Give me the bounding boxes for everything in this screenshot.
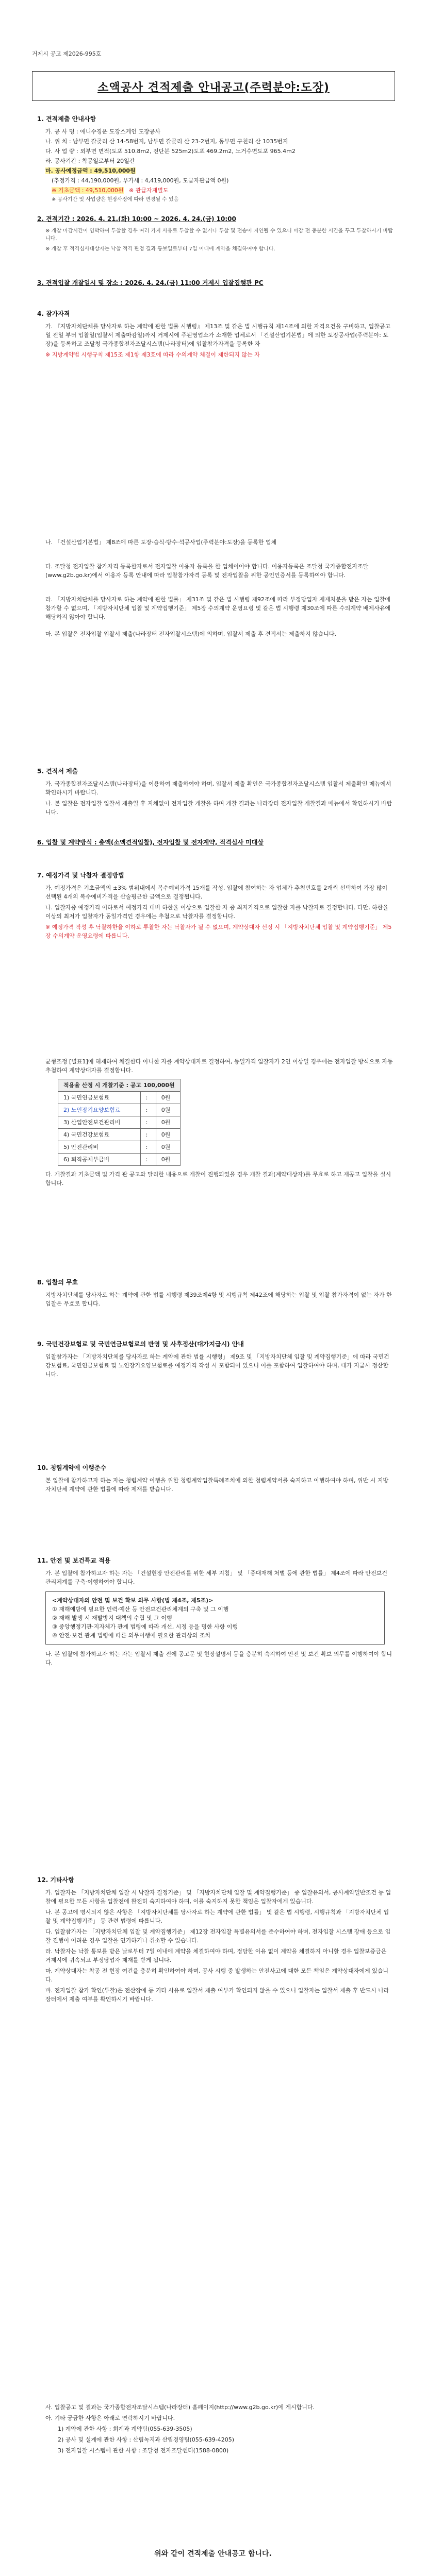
table-cell: : [140,1092,156,1104]
s2-note-1: ※ 개찰 마감시간이 임박하여 투찰할 경우 여러 가지 사유로 투찰할 수 없거나 투찰 및 전송이 지연될 수 있으니 마감 전 충분한 시간을 두고 투찰하시기 바랍니다. [45,228,393,242]
contact-item: 3) 전자입찰 시스템에 관한 사항 : 조달청 전자조달센터(1588-0800) [58,2447,229,2454]
section-1 [37,114,393,205]
s4-para-1b: ※ 지방계약법 시행규칙 제15조 제1항 제3호에 따라 수의계약 체결이 제한되지 않는 자 [45,351,260,358]
table-cell: 3) 산업안전보건관리비 [58,1116,141,1129]
title-box [32,71,395,101]
table-cell: 5) 안전관리비 [58,1141,141,1154]
table-row [58,1104,181,1116]
obligation-item: ① 재해예방에 필요한 인력·예산 등 안전보건관리체계의 구축 및 그 이행 [52,1605,229,1613]
table-cell: 0원 [156,1141,180,1154]
s12-para-5: 마. 계약상대자는 착공 전 현장 여건을 충분히 확인하여야 하며, 공사 시행 중 발생하는 안전사고에 대한 모든 책임은 계약상대자에게 있습니다. [45,1967,388,1984]
table-cell: : [140,1154,156,1166]
s4-para-4: 라. 「지방자치단체를 당사자로 하는 계약에 관한 법률」 제31조 및 같은 법 시행령 제92조에 따라 부정당업자 제재처분을 받은 자는 입찰에 참가할 수 없으며, 「지방자치단체 입찰 및 계약집행기준」 제5장 수의계약 운영요령 및 같은 법 시행령 제30조에 따른 수의계약 배제사유에 해당하지 않아야 합니다. [45,596,391,621]
section-4-heading: 4. 참가자격 [37,310,70,317]
section-3-heading: 3. 견적입찰 개찰일시 및 장소 : 2026. 4. 24.(금) 11:00 거제시 입찰집행관 PC [37,279,264,286]
table-cell: 0원 [156,1129,180,1141]
table-row [58,1116,181,1129]
obligation-item: ② 재해 발생 시 재발방지 대책의 수립 및 그 이행 [52,1614,172,1621]
s10-para-1: 본 입찰에 참가하고자 하는 자는 청렴계약 이행을 위한 청렴계약입찰특례조치에 의한 청렴계약서를 숙지하고 이행하여야 하며, 위반 시 지방자치단체 계약에 관한 법률에 따라 제재를 받습니다. [45,1477,389,1493]
table-cell: 1) 국민연금보험료 [58,1092,141,1104]
section-4 [37,309,393,361]
table-cell: 0원 [156,1116,180,1129]
contact-item: 1) 계약에 관한 사항 : 회계과 계약팀(055-639-3505) [58,2426,192,2433]
section-12 [37,1875,393,2006]
s1-row-budget: 마. 공사예정금액 : 49,510,000원 [45,167,136,174]
section-1-heading: 1. 견적제출 안내사항 [37,115,96,123]
obligation-box-title: <계약상대자의 안전 및 보건 확보 의무 사항(법 제4조, 제5조)> [52,1597,214,1604]
table-row [58,1092,181,1104]
table-cell: : [140,1129,156,1141]
section-6 [37,838,393,851]
s12-para-1: 가. 입찰자는 「지방자치단체 입찰 시 낙찰자 결정기준」 및 「지방자치단체 입찰 및 계약집행기준」 중 입찰유의서, 공사계약일반조건 등 입찰에 필요한 모든 사항을 입찰전에 완전히 숙지하여야 하며, 이를 숙지하지 못한 책임은 입찰자에게 있습니다. [45,1889,391,1905]
closing-statement: 위와 같이 견적제출 안내공고 합니다. [154,2550,272,2558]
s7-para-4: 균형조정 [별표1]에 해제하여 체결한다 아니한 자를 계약상대자로 결정하여, 동일가격 입찰자가 2인 이상일 경우에는 전자입찰 방식으로 자동추첨하여 계약상대자를 결정합니다. [45,1058,393,1074]
s7-para-5: 다. 개찰결과 기초금액 및 가격 관 공고와 달리한 내용으로 개찰이 진행되었을 경우 개찰 결과(계약대상자)를 무효로 하고 재공고 입찰을 실시합니다. [45,1171,391,1187]
section-4-b [37,536,393,640]
obligation-item: ④ 안전·보건 관계 법령에 따른 의무이행에 필요한 관리상의 조치 [52,1632,210,1639]
s4-para-5: 마. 본 입찰은 전자입찰 입찰서 제출(나라장터 전자입찰시스템)에 의하며, 입찰서 제출 후 견적서는 제출하지 않습니다. [45,631,336,638]
table-row [58,1129,181,1141]
table-row [58,1154,181,1166]
doc-title: 소액공사 견적제출 안내공고(주력분야:도장) [97,81,330,94]
s5-para-1: 가. 국가종합전자조달시스템(나라장터)을 이용하여 제출하여야 하며, 입찰서 제출 확인은 국가종합전자조달시스템 입찰서 제출확인 메뉴에서 확인하시기 바랍니다. [45,780,391,796]
table-cell: 6) 퇴직공제부금비 [58,1154,141,1166]
cost-table [58,1079,181,1166]
s1-row-budget-detail: (추정가격 : 44,190,000원, 부가세 : 4,419,000원, 도급자관급액 0원) [52,177,229,184]
s4-para-3: 다. 조달청 전자입찰 참가자격 등록한자로서 전자입찰 이용자 등록을 한 업체이어야 합니다. 이용자등록은 조달청 국가종합전자조달(www.g2b.go.kr)에서 이용자 등록 안내에 따라 입찰참가자격 등록 및 전자입찰을 위한 공인인증서를 등록하여야 합니다. [45,563,369,579]
section-6-heading: 6. 입찰 및 계약방식 : 총액(소액견적입찰), 전자입찰 및 전자계약, 적격심사 미대상 [37,839,264,846]
section-12-heading: 12. 기타사항 [37,1876,74,1884]
s12-para-7: 사. 입찰공고 및 결과는 국가종합전자조달시스템(나라장터) 홈페이지(http://www.g2b.go.kr)에 게시합니다. [45,2404,315,2411]
s1-row-base-amount: ※ 기초금액 : 49,510,000원 [52,187,124,194]
s4-para-1: 가. 『지방자치단체를 당사자로 하는 계약에 관한 법률 시행령』 제13조 및 같은 법 시행규칙 제14조에 의한 자격요건을 구비하고, 입찰공고일 전일 부터 입찰일(입찰서 제출마감일)까지 거제시에 주된영업소가 소재한 업체로서 「건설산업기본법」에 의한 도장공사업(주력분야: 도장)을 등록하고 조달청 국가종합전자조달시스템(나라장터)에 입찰참가자격을 등록한 자 [45,323,390,347]
section-9-heading: 9. 국민건강보험료 및 국민연금보험료의 반영 및 사후정산(대가지급시) 안내 [37,1341,244,1348]
s12-para-6: 바. 전자입찰 참가 확인(투찰)은 전산장애 등 기타 사유로 입찰서 제출 여부가 확인되지 않을 수 있으니 입찰자는 입찰서 제출 후 반드시 나라장터에서 제출 여부를 확인하시기 바랍니다. [45,1987,389,2003]
table-cell: 0원 [156,1104,180,1116]
s11-para-1: 가. 본 입찰에 참가하고자 하는 자는 「건설현장 안전관리를 위한 세부 지침」 및 「중대재해 처벌 등에 관한 법률」 제4조에 따라 안전보건 관리체계를 구축·이행하여야 합니다. [45,1569,387,1585]
s9-para-1: 입찰참가자는 「지방자치단체를 당사자로 하는 계약에 관한 법률 시행령」 제9조 및 「지방자치단체 입찰 및 계약집행기준」에 따라 국민건강보험료, 국민연금보험료 및 노인장기요양보험료를 예정가격 작성 시 포함되어 있으니 이를 포함하여 입찰하여야 하며, 대가 지급시 정산합니다. [45,1353,389,1378]
contact-item: 2) 공사 및 설계에 관한 사항 : 산림녹지과 산림경영팀(055-639-4205) [58,2436,234,2444]
section-5-heading: 5. 견적서 제출 [37,768,78,775]
section-8-heading: 8. 입찰의 무효 [37,1279,78,1286]
s1-row-note: ※ 공사기간 및 사업량은 현장사정에 따라 변경될 수 있음 [52,196,179,202]
s2-note-2: ※ 개찰 후 적격심사대상자는 낙찰 적격 판정 결과 통보일로부터 7일 이내에 계약을 체결하여야 합니다. [45,246,275,252]
section-7-heading: 7. 예정가격 및 낙찰자 결정방법 [37,872,124,879]
section-5 [37,767,393,819]
s12-para-3: 다. 입찰참가자는 「지방자치단체 입찰 및 계약집행기준」 제12장 전자입찰 특별유의서를 준수하여야 하며, 전자입찰 시스템 장애 등으로 입찰 진행이 어려운 경우 입찰을 연기하거나 취소할 수 있습니다. [45,1928,391,1944]
s1-row-location: 나. 위 치 : 남부면 갈곶리 산 14-58번지, 남부면 갈곶리 산 23-2번지, 동부면 구천리 산 1035번지 [45,138,288,145]
cost-table-caption: 적용율 산정 시 개찰기준 : 공고 100,000원 [58,1079,181,1092]
section-10 [37,1463,393,1496]
table-cell: 0원 [156,1092,180,1104]
s12-para-4: 라. 낙찰자는 낙찰 통보를 받은 날로부터 7일 이내에 계약을 체결하여야 하며, 정당한 이유 없이 계약을 체결하지 아니할 경우 입찰보증금은 거제시에 귀속되고 부정당업자 제재를 받게 됩니다. [45,1947,387,1963]
section-7-b [37,1055,393,1190]
s1-row-name: 가. 공 사 명 : 애니수징운 도장스케인 도장공사 [45,128,160,135]
table-cell: : [140,1141,156,1154]
s7-para-1: 가. 예정가격은 기초금액의 ±3% 범위내에서 복수예비가격 15개를 작성, 입찰에 참여하는 자 업체가 추첨번호를 2개씩 선택하여 가장 많이 선택된 4개의 복수예비가격을 산술평균한 금액으로 결정됩니다. [45,884,388,900]
s5-para-2: 나. 본 입찰은 전자입찰 입찰서 제출일 후 지체없이 전자입찰 개찰을 하며 개찰 결과는 나라장터 전자입찰 개찰결과 메뉴에서 확인하시기 바랍니다. [45,800,392,816]
table-cell: 2) 노인장기요양보험료 [58,1104,141,1116]
table-cell: 4) 국민건강보험료 [58,1129,141,1141]
section-3 [37,278,393,291]
s7-para-3: ※ 예정가격 작성 후 낙찰하한율 이하로 투찰한 자는 낙찰자가 될 수 없으며, 계약상대자 선정 시 「지방자치단체 입찰 및 계약집행기준」 제5장 수의계약 운영요령에 따릅니다. [45,923,392,939]
table-cell: : [140,1104,156,1116]
s1-row-quantity: 다. 사 업 량 : 외부면 면적(도포 510.8m2, 진단분 525m2)도포 469.2m2, 노거수면도포 965.4m2 [45,147,296,155]
section-11 [37,1556,393,1669]
s1-basis-note: ※ 관급자재별도 [129,187,169,194]
obligation-item: ③ 중앙행정기관·지자체가 관계 법령에 따라 개선, 시정 등을 명한 사항 이행 [52,1623,238,1630]
section-8 [37,1278,393,1310]
doc-number: 거제시 공고 제2026-995호 [32,50,102,57]
s12-para-8: 아. 기타 궁금한 사항은 아래로 연락하시기 바랍니다. [45,2415,175,2422]
table-cell: : [140,1116,156,1129]
s1-row-period: 라. 공사기간 : 착공일로부터 20일간 [45,157,135,164]
section-2-heading: 2. 견적기간 : 2026. 4. 21.(화) 10:00 ~ 2026. 4. 24.(금) 10:00 [37,215,236,223]
s12-para-2: 나. 본 공고에 명시되지 않은 사항은 「지방자치단체를 당사자로 하는 계약에 관한 법률」 및 같은 법 시행령, 시행규칙과 「지방자치단체 입찰 및 계약집행기준」 등 관련 법령에 따릅니다. [45,1908,389,1924]
table-row [58,1141,181,1154]
table-cell: 0원 [156,1154,180,1166]
s11-para-2: 나. 본 입찰에 참가하고자 하는 자는 입찰서 제출 전에 공고문 및 현장설명서 등을 충분히 숙지하여 안전 및 보건 확보 의무를 이행하여야 합니다. [45,1650,392,1666]
section-11-heading: 11. 안전 및 보건특교 적용 [37,1557,111,1564]
section-7 [37,871,393,942]
s8-para-1: 지방자치단체를 당사자로 하는 계약에 관한 법률 시행령 제39조제4항 및 시행규칙 제42조에 해당하는 입찰 및 입찰 참가자격이 없는 자가 한 입찰은 무효로 합니다. [45,1291,392,1307]
section-12-b [37,2401,393,2457]
section-9 [37,1340,393,1381]
section-10-heading: 10. 청렴계약에 이행준수 [37,1464,106,1471]
s7-para-2: 나. 입찰자중 예정가격 이하로서 예정가격 대비 하한율 이상으로 입찰한 자 중 최저가격으로 입찰한 자를 낙찰자로 결정합니다. 다만, 하한율 이상의 최저가 입찰자가 동일가격인 경우에는 추첨으로 낙찰자를 결정합니다. [45,904,388,920]
s4-para-2: 나. 「건설산업기본법」 제8조에 따른 도장·습식·방수·석공사업(주력분야:도장)을 등록한 업체 [45,539,277,546]
section-2 [37,214,393,255]
obligation-box [45,1591,385,1645]
